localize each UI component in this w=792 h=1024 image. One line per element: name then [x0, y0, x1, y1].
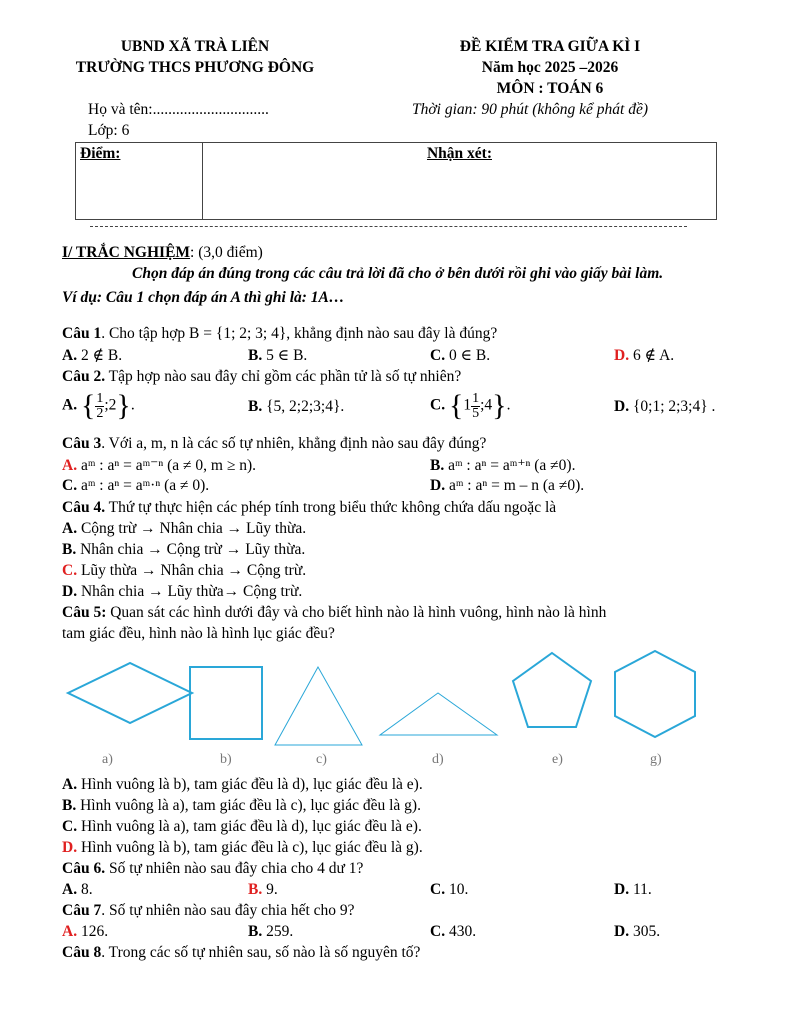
subject: MÔN : TOÁN 6	[496, 80, 604, 97]
q6-option-c: C. 10.	[430, 881, 469, 898]
shape-d-triangle	[380, 693, 497, 735]
q6-option-d: D. 11.	[614, 881, 652, 898]
q2-option-c: C. {1 $\frac{1}{5}$ ;4}.	[430, 389, 511, 422]
q7-option-a: A. 126.	[62, 923, 109, 940]
comment-label: Nhận xét:	[426, 145, 492, 162]
q5-option-d: D. Hình vuông là b), tam giác đều là c), lục giác đều là g).	[62, 839, 423, 856]
label-b: b)	[220, 752, 232, 767]
class-field: Lớp: 6	[88, 122, 130, 139]
q1-option-c: C. 0 ∈ B.	[430, 347, 491, 364]
school-name: TRƯỜNG THCS PHƯƠNG ĐÔNG	[75, 59, 315, 76]
question-5-cont: tam giác đều, hình nào là hình lục giác đều?	[62, 625, 335, 642]
question-7: Câu 7. Số tự nhiên nào sau đây chia hết cho 9?	[62, 902, 355, 919]
time-info: Thời gian: 90 phút (không kể phát đề)	[412, 101, 648, 118]
divider	[90, 226, 687, 227]
score-label: Điểm:	[80, 145, 121, 162]
question-5: Câu 5: Quan sát các hình dưới đây và cho biết hình nào là hình vuông, hình nào là hình	[62, 604, 607, 621]
q3-option-c: C. aᵐ : aⁿ = aᵐ·ⁿ (a ≠ 0).	[62, 477, 210, 494]
q2-option-d: D. {0;1; 2;3;4} .	[614, 398, 716, 415]
question-2: Câu 2. Tập hợp nào sau đây chỉ gồm các phần tử là số tự nhiên?	[62, 368, 462, 385]
label-d: d)	[432, 752, 444, 767]
school-year: Năm học 2025 –2026	[481, 59, 619, 76]
q2-option-b: B. {5, 2;2;3;4}.	[248, 398, 345, 415]
question-1: Câu 1. Cho tập hợp B = {1; 2; 3; 4}, khẳng định nào sau đây là đúng?	[62, 325, 498, 342]
q4-option-a: A. Cộng trừ → Nhân chia → Lũy thừa.	[62, 520, 307, 537]
q1-option-a: A. 2 ∉ B.	[62, 347, 123, 364]
q4-option-c: C. Lũy thừa → Nhân chia → Cộng trừ.	[62, 562, 307, 579]
q3-option-b: B. aᵐ : aⁿ = aᵐ⁺ⁿ (a ≠0).	[430, 457, 576, 474]
example: Ví dụ: Câu 1 chọn đáp án A thì ghi là: 1A…	[62, 289, 345, 306]
instruction: Chọn đáp án đúng trong các câu trả lời đã cho ở bên dưới rồi ghi vào giấy bài làm.	[132, 265, 664, 282]
label-g: g)	[650, 752, 662, 767]
label-e: e)	[552, 752, 563, 767]
shape-g-hexagon	[615, 651, 695, 737]
school-authority: UBND XÃ TRÀ LIÊN	[120, 38, 270, 55]
section-heading: I/ TRẮC NGHIỆM: (3,0 điểm)	[62, 244, 263, 261]
shape-c-triangle	[275, 667, 362, 745]
shape-b-square	[190, 667, 262, 739]
shape-a-rhombus	[68, 663, 192, 723]
q4-option-d: D. Nhân chia → Lũy thừa→ Cộng trừ.	[62, 583, 303, 600]
q5-option-a: A. Hình vuông là b), tam giác đều là d), lục giác đều là e).	[62, 776, 423, 793]
q7-option-d: D. 305.	[614, 923, 661, 940]
shape-e-pentagon	[513, 653, 591, 727]
q7-option-c: C. 430.	[430, 923, 477, 940]
question-6: Câu 6. Số tự nhiên nào sau đây chia cho 4 dư 1?	[62, 860, 364, 877]
shapes-figure	[60, 645, 740, 775]
label-c: c)	[316, 752, 327, 767]
q6-option-b: B. 9.	[248, 881, 278, 898]
q3-option-a: A. aᵐ : aⁿ = aᵐ⁻ⁿ (a ≠ 0, m ≥ n).	[62, 457, 257, 474]
q6-option-a: A. 8.	[62, 881, 93, 898]
q2-option-a: A. { $\frac{1}{2}$ ;2}.	[62, 389, 135, 422]
label-a: a)	[102, 752, 113, 767]
q5-option-c: C. Hình vuông là a), tam giác đều là d), lục giác đều là e).	[62, 818, 422, 835]
question-3: Câu 3. Với a, m, n là các số tự nhiên, khẳng định nào sau đây đúng?	[62, 435, 487, 452]
q5-option-b: B. Hình vuông là a), tam giác đều là c), lục giác đều là g).	[62, 797, 421, 814]
q4-option-b: B. Nhân chia → Cộng trừ → Lũy thừa.	[62, 541, 306, 558]
question-4: Câu 4. Thứ tự thực hiện các phép tính trong biểu thức không chứa dấu ngoặc là	[62, 499, 557, 516]
q1-option-d: D. 6 ∉ A.	[614, 347, 675, 364]
name-field: Họ và tên:..............................	[88, 101, 269, 118]
q7-option-b: B. 259.	[248, 923, 294, 940]
question-8: Câu 8. Trong các số tự nhiên sau, số nào là số nguyên tố?	[62, 944, 421, 961]
q3-option-d: D. aᵐ : aⁿ = m – n (a ≠0).	[430, 477, 585, 494]
exam-title: ĐỀ KIỂM TRA GIỮA KÌ I	[459, 38, 641, 55]
q1-option-b: B. 5 ∈ B.	[248, 347, 308, 364]
score-table	[75, 142, 717, 220]
